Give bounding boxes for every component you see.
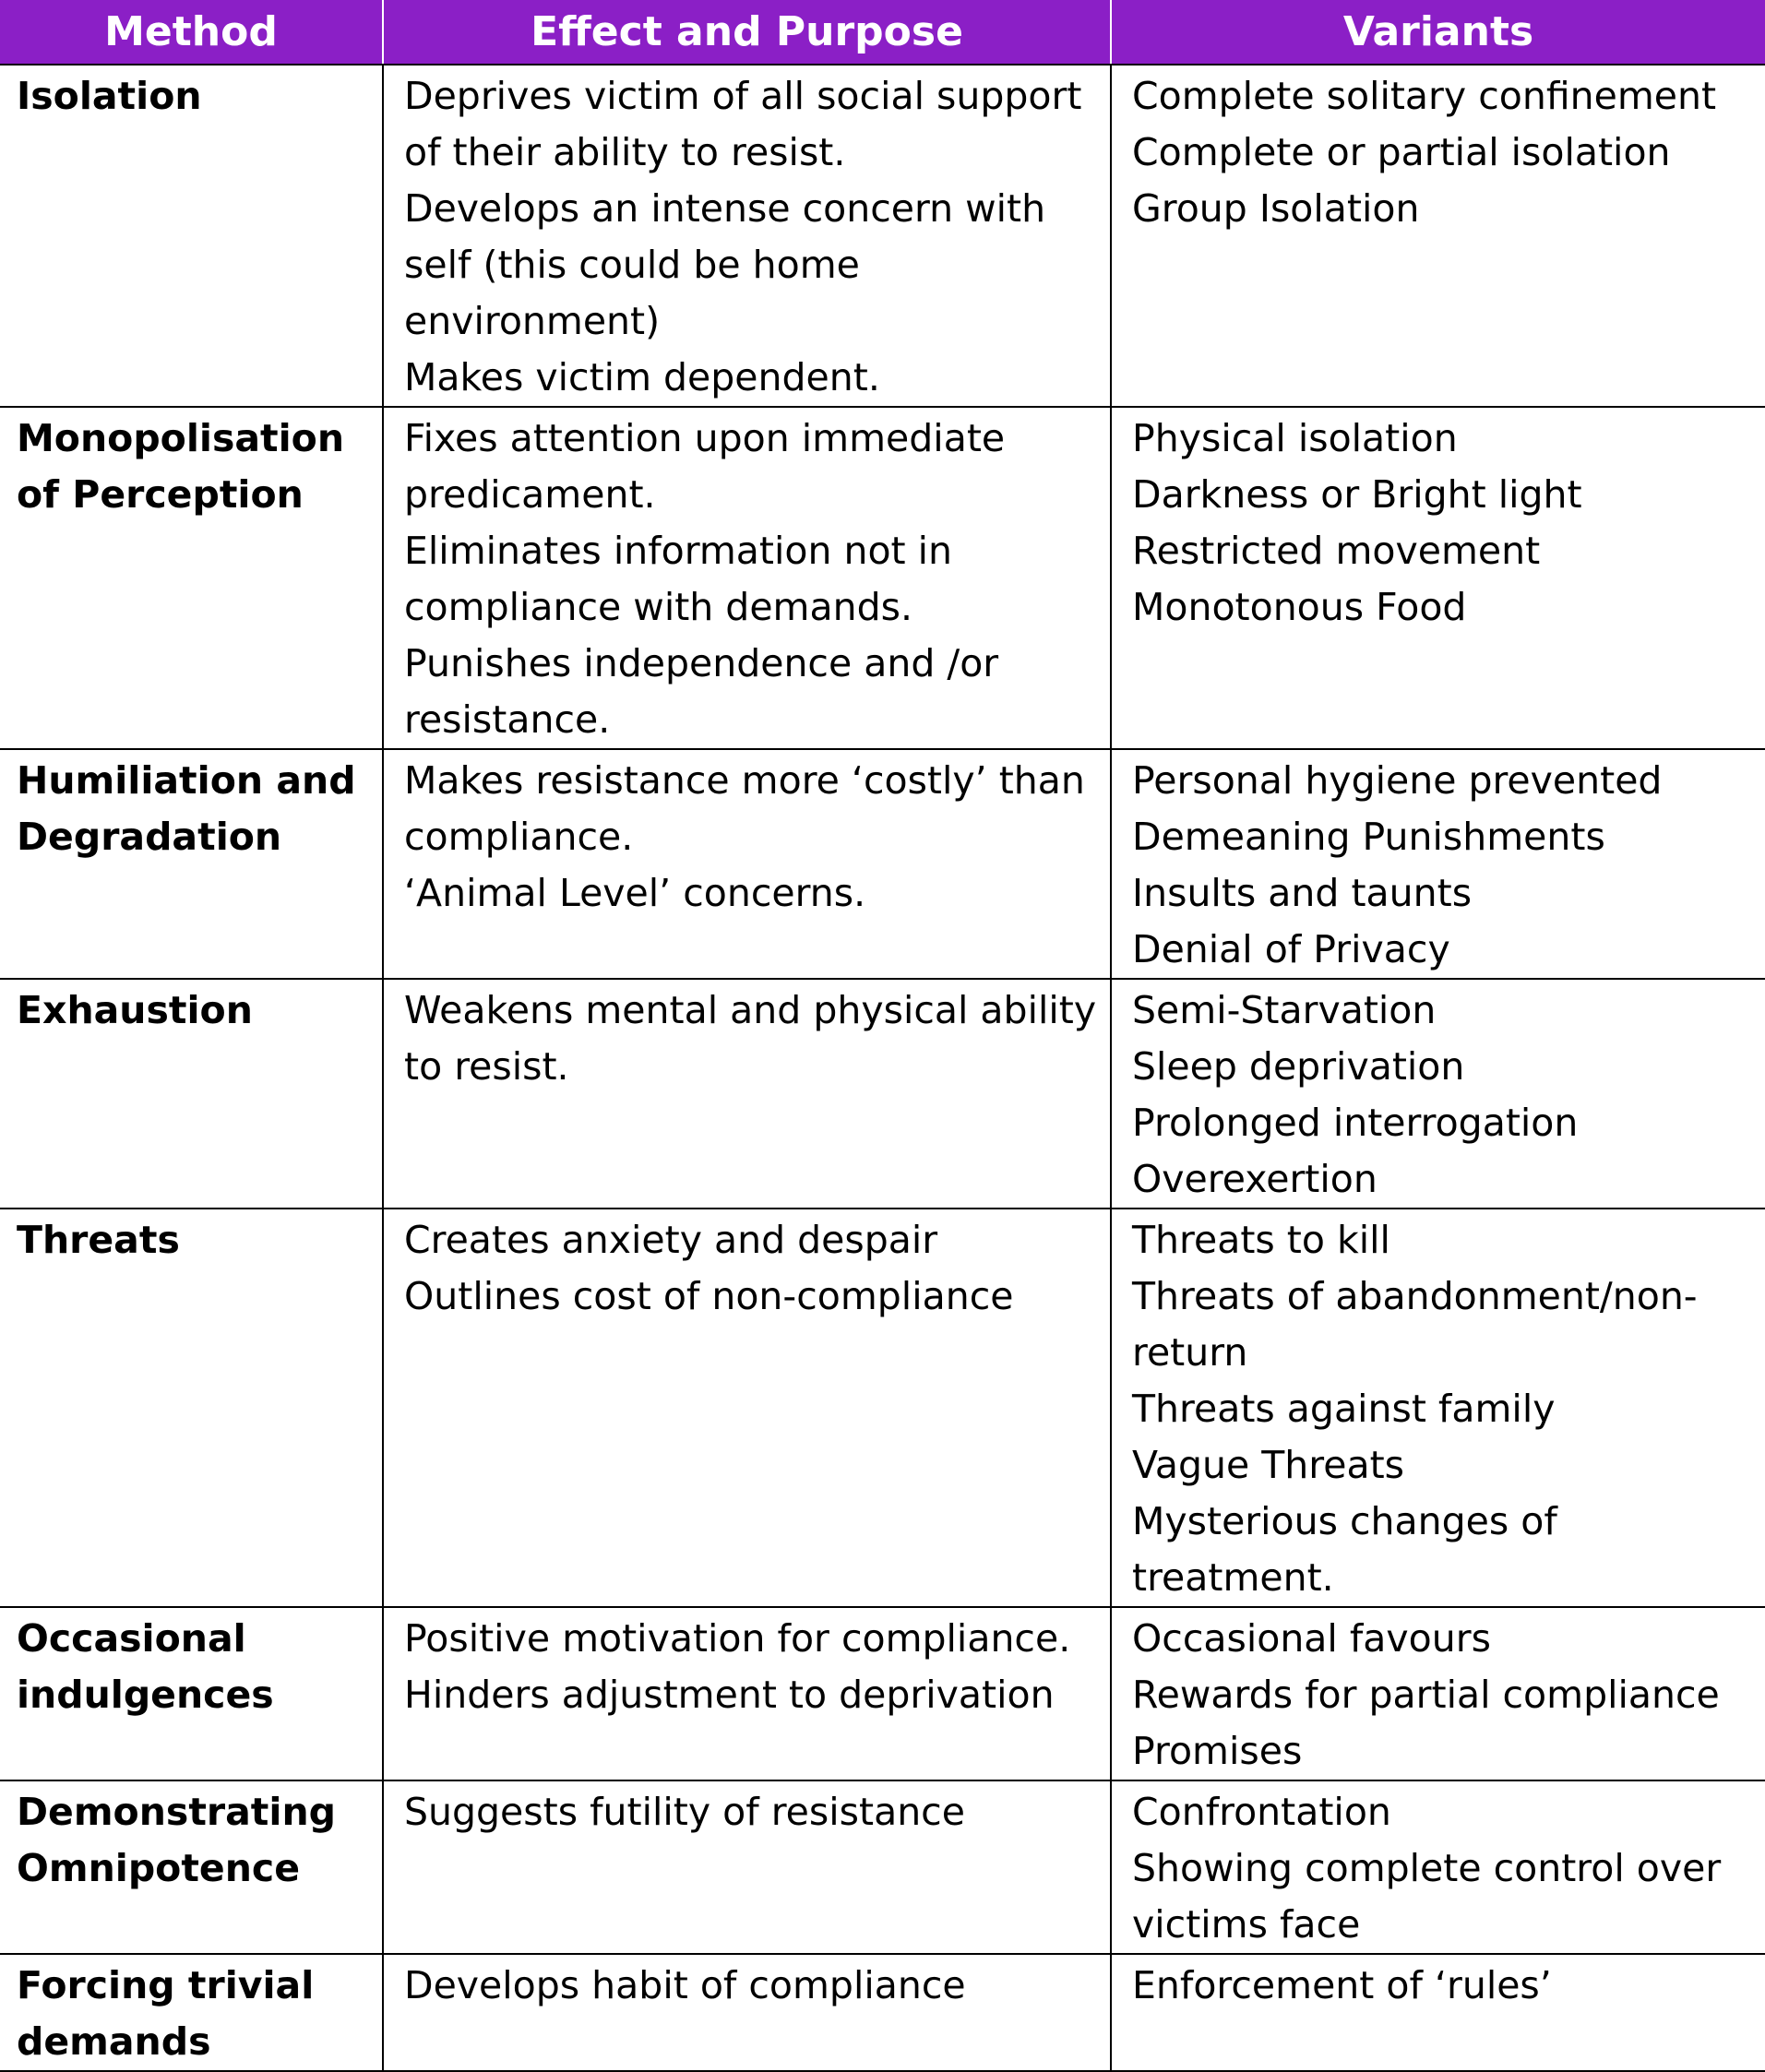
effect-cell <box>383 1780 1111 1954</box>
effect-cell-line: Develops an intense concern with <box>404 186 1046 231</box>
variants-cell-line: Complete or partial isolation <box>1132 130 1671 174</box>
table-row <box>0 1209 1765 1607</box>
variants-cell-line: return <box>1132 1330 1248 1375</box>
method-cell-text <box>17 411 378 523</box>
effect-cell-text <box>404 411 1104 748</box>
column-header-effect: Effect and Purpose <box>383 0 1111 65</box>
method-cell <box>0 1780 383 1954</box>
table-row <box>0 749 1765 979</box>
table-row <box>0 407 1765 749</box>
effect-cell-line: Fixes attention upon immediate <box>404 416 1006 460</box>
variants-cell <box>1111 749 1765 979</box>
variants-cell-line: Overexertion <box>1132 1157 1377 1201</box>
table-row <box>0 1607 1765 1780</box>
effect-cell-line: compliance with demands. <box>404 585 913 629</box>
method-cell-line: Monopolisation <box>17 416 345 460</box>
effect-cell-line: Suggests futility of resistance <box>404 1790 965 1834</box>
variants-cell-line: Demeaning Punishments <box>1132 815 1605 859</box>
effect-cell-text <box>404 982 1104 1095</box>
variants-cell-line: Personal hygiene prevented <box>1132 758 1663 803</box>
effect-cell-line: of their ability to resist. <box>404 130 846 174</box>
column-header-method: Method <box>0 0 383 65</box>
effect-cell-line: Makes resistance more ‘costly’ than <box>404 758 1085 803</box>
variants-cell <box>1111 1954 1765 2071</box>
effect-cell-text <box>404 753 1104 922</box>
effect-cell-line: Outlines cost of non-compliance <box>404 1274 1014 1318</box>
method-cell <box>0 65 383 407</box>
variants-cell-line: Threats against family <box>1132 1387 1556 1431</box>
method-cell <box>0 407 383 749</box>
method-cell-line: Isolation <box>17 74 202 118</box>
method-cell-text <box>17 68 378 125</box>
variants-cell <box>1111 979 1765 1209</box>
variants-cell-line: Group Isolation <box>1132 186 1420 231</box>
effect-cell-text <box>404 68 1104 406</box>
variants-cell-text <box>1132 411 1761 636</box>
method-cell <box>0 1209 383 1607</box>
table-row <box>0 1780 1765 1954</box>
variants-cell-line: Insults and taunts <box>1132 871 1473 915</box>
method-cell-text <box>17 1784 378 1897</box>
variants-cell-line: Vague Threats <box>1132 1443 1405 1487</box>
effect-cell-line: resistance. <box>404 697 611 742</box>
method-cell <box>0 1607 383 1780</box>
effect-cell-line: Deprives victim of all social support <box>404 74 1082 118</box>
variants-cell-line: Sleep deprivation <box>1132 1044 1465 1089</box>
variants-cell <box>1111 1780 1765 1954</box>
variants-cell-text <box>1132 1212 1761 1606</box>
effect-cell-line: Develops habit of compliance <box>404 1963 966 2007</box>
effect-cell-line: Makes victim dependent. <box>404 355 880 399</box>
method-cell-line: Degradation <box>17 815 282 859</box>
variants-cell-line: Denial of Privacy <box>1132 927 1450 971</box>
effect-cell-line: predicament. <box>404 472 656 517</box>
variants-cell-line: Restricted movement <box>1132 529 1541 573</box>
variants-cell-line: Complete solitary confinement <box>1132 74 1717 118</box>
variants-cell-line: treatment. <box>1132 1555 1334 1600</box>
effect-cell <box>383 65 1111 407</box>
variants-cell-line: Monotonous Food <box>1132 585 1467 629</box>
effect-cell-text <box>404 1958 1104 2014</box>
variants-cell-line: Darkness or Bright light <box>1132 472 1582 517</box>
method-cell-text <box>17 982 378 1039</box>
effect-cell-text <box>404 1212 1104 1325</box>
effect-cell-line: Creates anxiety and despair <box>404 1218 938 1262</box>
variants-cell-line: Rewards for partial compliance <box>1132 1673 1720 1717</box>
effect-cell-line: compliance. <box>404 815 634 859</box>
variants-cell-line: Showing complete control over <box>1132 1846 1722 1890</box>
variants-cell-text <box>1132 1784 1761 1953</box>
method-cell-line: Omnipotence <box>17 1846 301 1890</box>
variants-cell-line: Enforcement of ‘rules’ <box>1132 1963 1552 2007</box>
method-cell <box>0 1954 383 2071</box>
method-cell-line: Demonstrating <box>17 1790 336 1834</box>
table-row <box>0 65 1765 407</box>
method-cell-line: Humiliation and <box>17 758 356 803</box>
effect-cell <box>383 407 1111 749</box>
variants-cell-text <box>1132 753 1761 978</box>
variants-cell <box>1111 1607 1765 1780</box>
variants-cell <box>1111 65 1765 407</box>
variants-cell-text <box>1132 68 1761 237</box>
table-row <box>0 979 1765 1209</box>
variants-cell-line: Occasional favours <box>1132 1616 1491 1661</box>
table-row <box>0 1954 1765 2071</box>
effect-cell-line: environment) <box>404 299 661 343</box>
effect-cell-line: Positive motivation for compliance. <box>404 1616 1071 1661</box>
variants-cell-line: Threats of abandonment/non- <box>1132 1274 1698 1318</box>
effect-cell-text <box>404 1784 1104 1840</box>
method-cell-line: of Perception <box>17 472 304 517</box>
variants-cell <box>1111 407 1765 749</box>
method-cell-text <box>17 1958 378 2070</box>
effect-cell-line: Punishes independence and /or <box>404 641 999 685</box>
method-cell-line: Threats <box>17 1218 180 1262</box>
method-cell-line: Exhaustion <box>17 988 253 1032</box>
variants-cell-line: Physical isolation <box>1132 416 1458 460</box>
effect-cell-line: Eliminates information not in <box>404 529 953 573</box>
variants-cell-text <box>1132 1611 1761 1780</box>
variants-cell-line: Confrontation <box>1132 1790 1391 1834</box>
effect-cell <box>383 1607 1111 1780</box>
variants-cell-line: Semi-Starvation <box>1132 988 1437 1032</box>
variants-cell-line: Prolonged interrogation <box>1132 1101 1579 1145</box>
variants-cell-line: Threats to kill <box>1132 1218 1390 1262</box>
table-header <box>0 0 1765 65</box>
variants-cell <box>1111 1209 1765 1607</box>
method-cell-line: demands <box>17 2019 211 2064</box>
effect-cell <box>383 979 1111 1209</box>
method-cell-text <box>17 1611 378 1723</box>
effect-cell-line: Weakens mental and physical ability <box>404 988 1097 1032</box>
header-row <box>0 0 1765 65</box>
method-cell <box>0 979 383 1209</box>
variants-cell-line: victims face <box>1132 1902 1361 1947</box>
variants-cell-line: Mysterious changes of <box>1132 1499 1557 1543</box>
effect-cell <box>383 1954 1111 2071</box>
variants-cell-text <box>1132 1958 1761 2014</box>
variants-cell-text <box>1132 982 1761 1208</box>
effect-cell <box>383 1209 1111 1607</box>
effect-cell-line: Hinders adjustment to deprivation <box>404 1673 1055 1717</box>
method-cell-text <box>17 753 378 865</box>
effect-cell <box>383 749 1111 979</box>
effect-cell-line: self (this could be home <box>404 243 860 287</box>
method-cell-text <box>17 1212 378 1268</box>
effect-cell-line: ‘Animal Level’ concerns. <box>404 871 866 915</box>
table-body <box>0 65 1765 2071</box>
effect-cell-text <box>404 1611 1104 1723</box>
variants-cell-line: Promises <box>1132 1729 1303 1773</box>
method-cell-line: Forcing trivial <box>17 1963 315 2007</box>
column-header-variants: Variants <box>1111 0 1765 65</box>
method-cell <box>0 749 383 979</box>
method-cell-line: Occasional <box>17 1616 246 1661</box>
method-cell-line: indulgences <box>17 1673 274 1717</box>
effect-cell-line: to resist. <box>404 1044 569 1089</box>
